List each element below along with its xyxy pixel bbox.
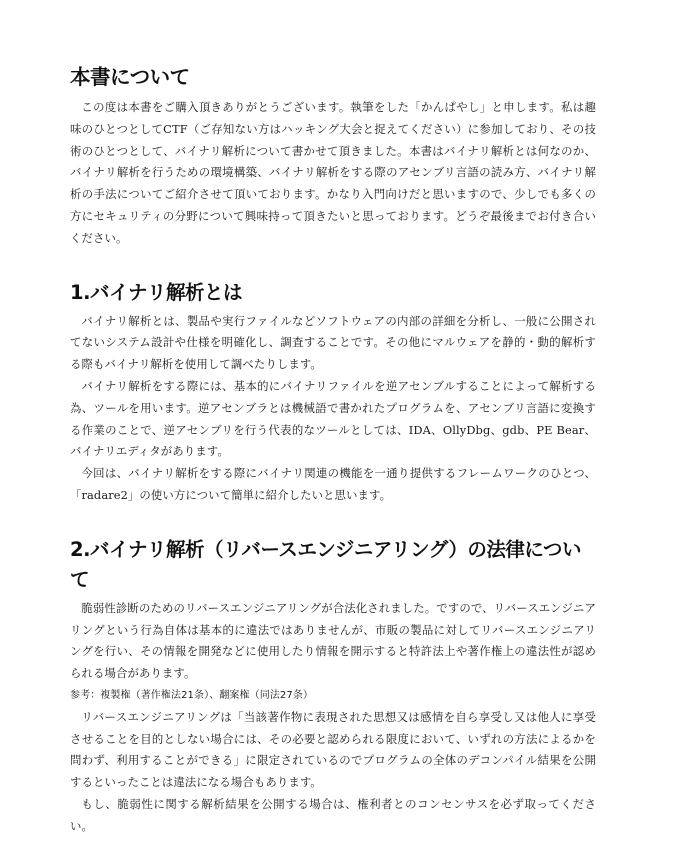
intro-section [70,62,596,250]
section1-paragraph: バイナリ解析とは、製品や実行ファイルなどソフトウェアの内部の詳細を分析し、一般に公開されてないシステム設計や仕様を明確化し、調査することです。その他にマルウェアを静的・動的解析する際もバイナリ解析を使用して調べたりします。 [70,313,596,372]
intro-heading: 本書について [70,65,190,89]
section2-paragraph: もし、脆弱性に関する解析結果を公開する場合は、権利者とのコンセンサスを必ず取ってください。 [70,796,596,833]
section2-heading: 2.バイナリ解析（リバースエンジニアリング）の法律について [70,537,581,591]
intro-paragraph: この度は本書をご購入頂きありがとうございます。執筆をした「かんぱやし」と申します。私は趣味のひとつとしてCTF（ご存知ない方はハッキング大会と捉えてください）に参加しており、その技術のひとつとして、バイナリ解析について書かせて頂きました。本書はバイナリ解析とは何なのか、バイナリ解析を行うための環境構築、バイナリ解析をする際のアセンブリ言語の読み方、バイナリ解析の手法についてご紹介させて頂いております。かなり入門向けだと思いますので、少しでも多くの方にセキュリティの分野について興味持って頂きたいと思っております。どうぞ最後までお付き合いください。 [70,100,596,245]
legal-section [70,535,596,838]
section1-paragraph: 今回は、バイナリ解析をする際にバイナリ関連の機能を一通り提供するフレームワークのひとつ、「radare2」の使い方について簡単に紹介したいと思います。 [70,466,596,502]
section2-paragraph: 脆弱性診断のためのリバースエンジニアリングが合法化されました。ですので、リバースエンジニアリングという行為自体は基本的に違法ではありませんが、市販の製品に対してリバースエンジニアリングを行い、その情報を開発などに使用したり情報を開示すると特許法上や著作権上の違法性が認められる場合があります。 [70,600,596,681]
section2-paragraph: リバースエンジニアリングは「当該著作物に表現された思想又は感情を自ら享受し又は他人に享受させることを目的としない場合には、その必要と認められる限度において、いずれの方法によるかを問わず、利用することができる」に限定されているのでプログラムの全体のデコンパイル結果を公開するといったことは違法になる場合もあります。 [70,709,596,790]
binary-analysis-section [70,278,596,507]
section1-paragraph: バイナリ解析をする際には、基本的にバイナリファイルを逆アセンブルすることによって解析する為、ツールを用います。逆アセンブラとは機械語で書かれたプログラムを、アセンブリ言語に変換する作業のことで、逆アセンブリを行う代表的なツールとしては、IDA、OllyDbg、gdb、PE Bear、バイナリエディタがあります。 [70,378,596,459]
reference-note: 参考：複製権（著作権法21条）、翻案権（同法27条） [70,689,314,701]
section1-heading: 1.バイナリ解析とは [70,280,242,304]
document-page [70,56,596,838]
